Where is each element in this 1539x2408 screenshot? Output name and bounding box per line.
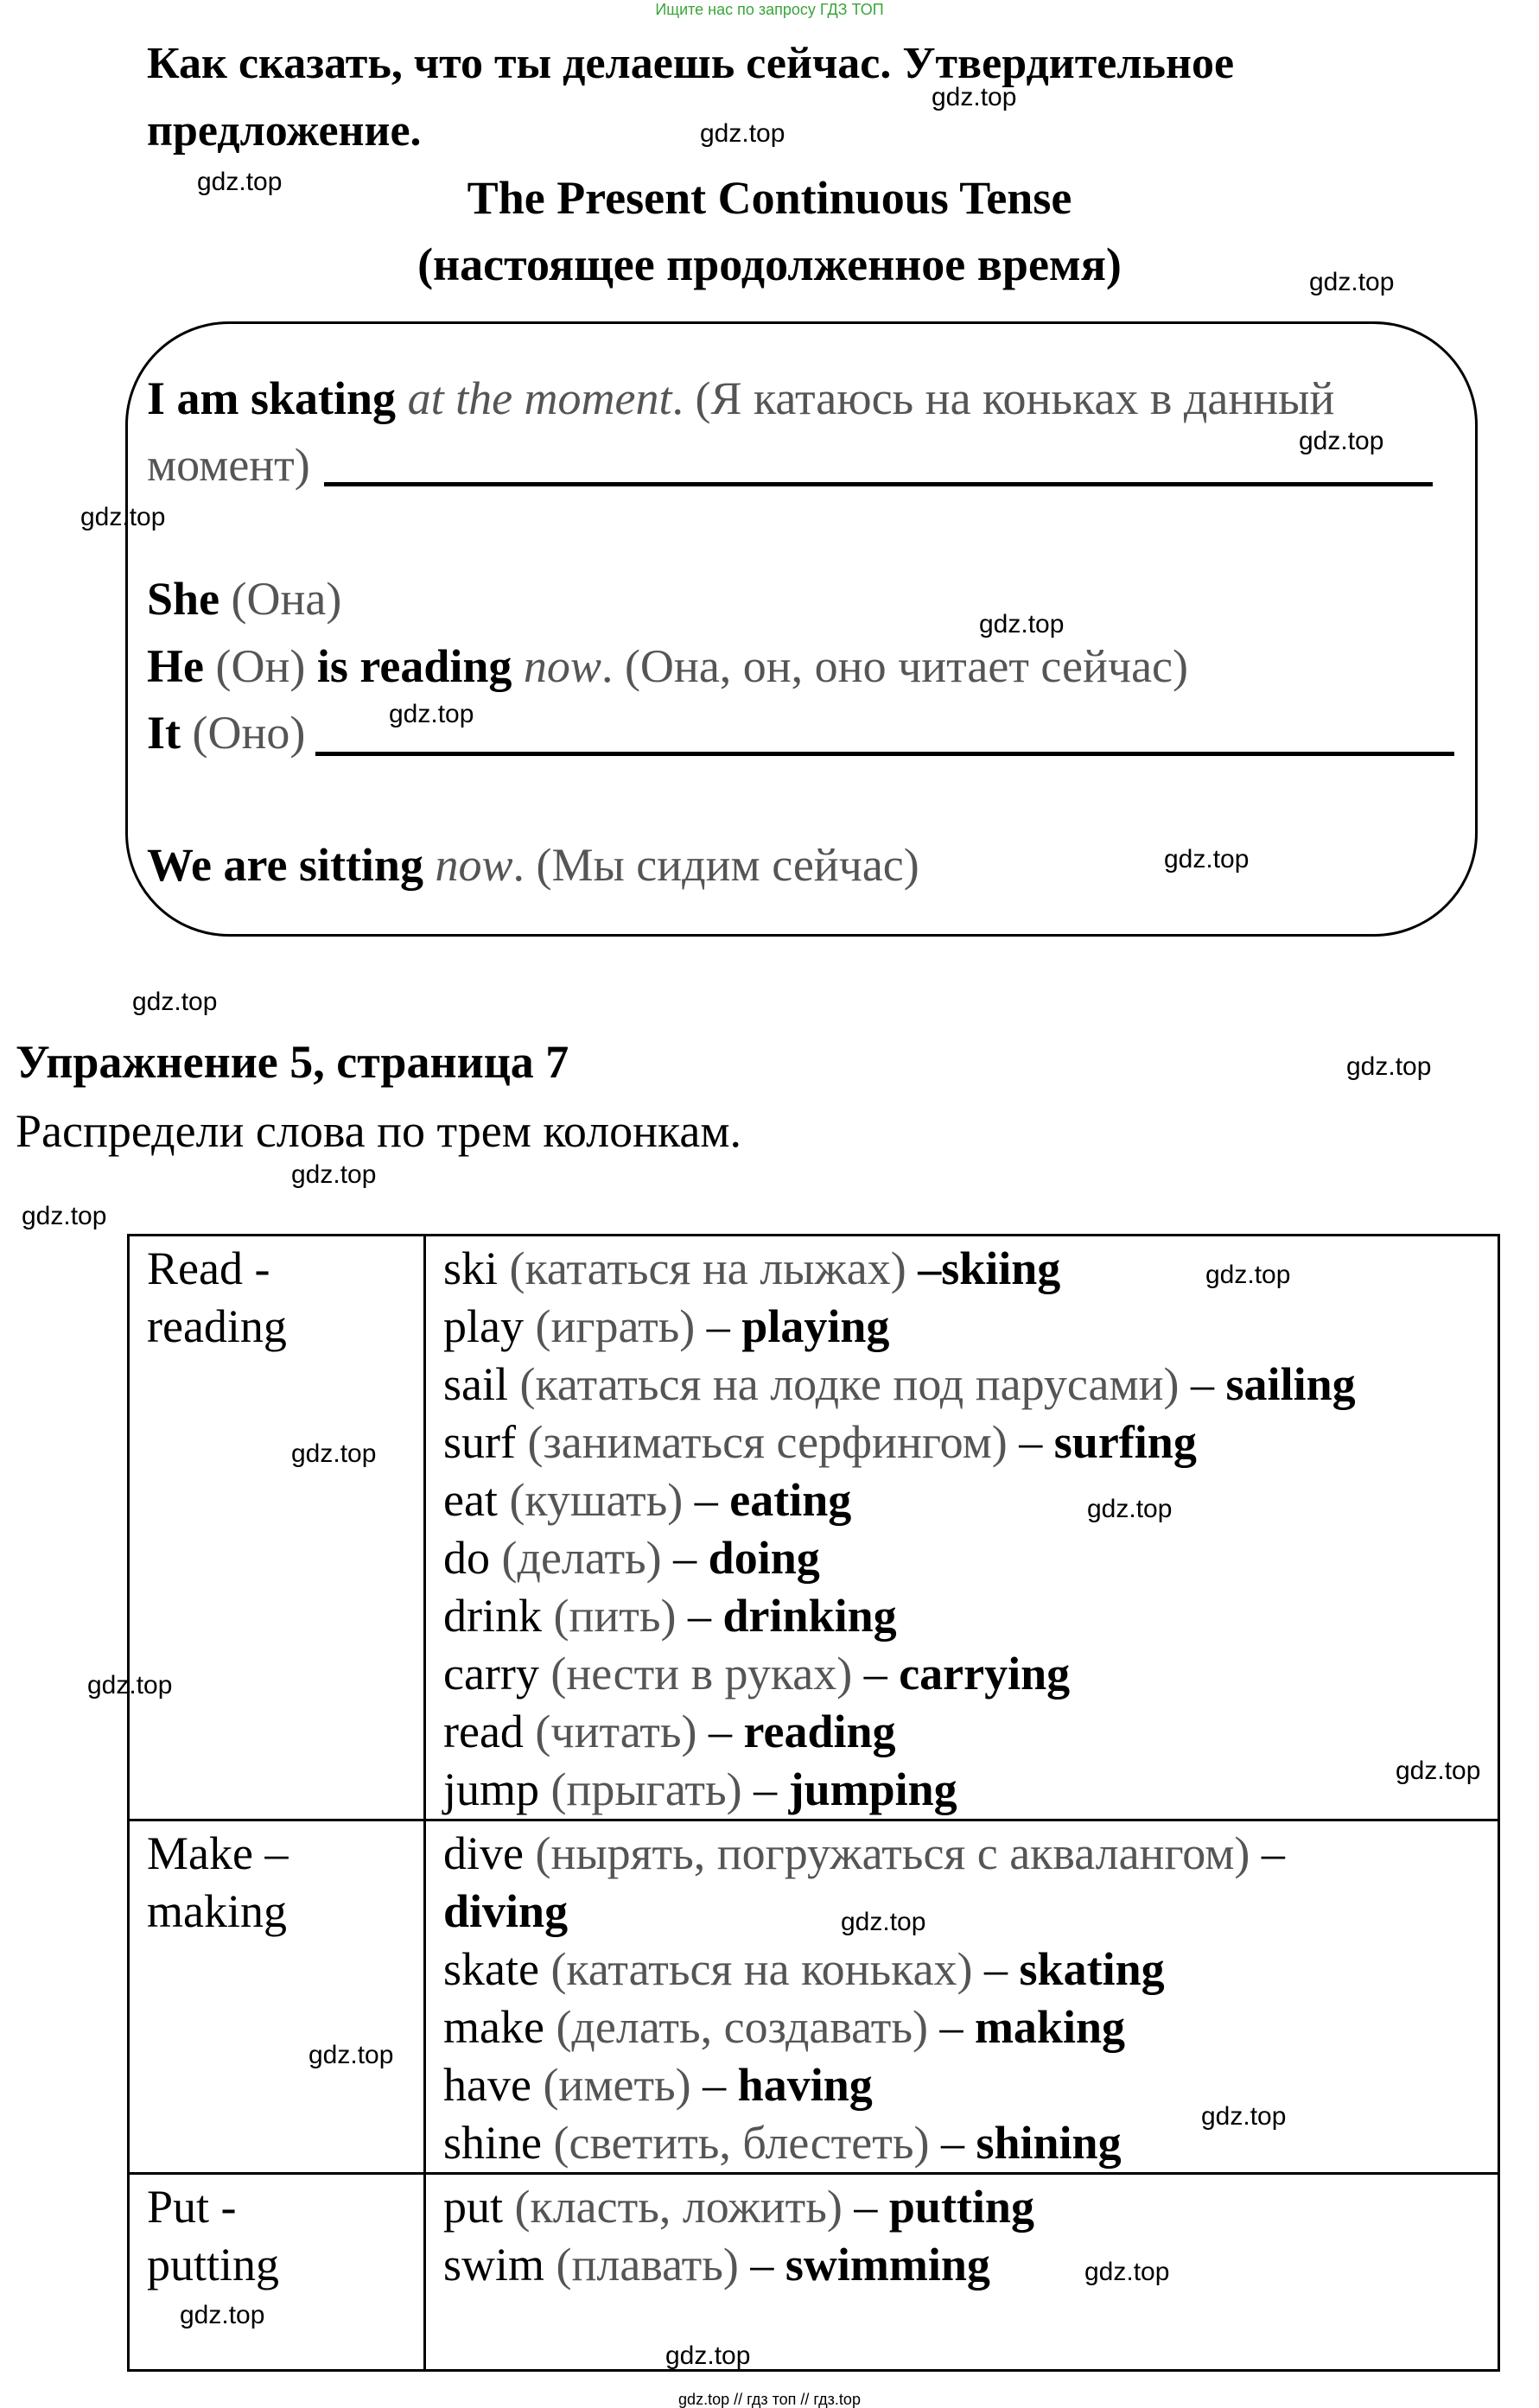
rule-we — [147, 838, 919, 892]
rule-we-bold: We are sitting — [147, 839, 423, 891]
underline-1 — [324, 482, 1433, 486]
list-item: do (делать) – doing — [443, 1532, 820, 1584]
footer-note: gdz.top // гдз топ // гдз.top — [678, 2391, 861, 2408]
heading-line-1: Как сказать, что ты делаешь сейчас. Утвердительное — [147, 39, 1235, 88]
rule-s1-italic: at the moment — [407, 372, 672, 424]
watermark: gdz.top — [1087, 1495, 1173, 1523]
row-label-cell — [129, 1236, 425, 1820]
row-label-cell — [129, 2174, 425, 2371]
rule-he-bold: He — [147, 640, 204, 692]
watermark: gdz.top — [197, 168, 283, 196]
rule-we-rest: . (Мы сидим сейчас) — [512, 839, 919, 891]
rule-he-italic: now — [523, 640, 601, 692]
watermark: gdz.top — [841, 1908, 926, 1936]
table-row — [129, 1820, 1499, 2174]
underline-2 — [315, 752, 1454, 756]
watermark: gdz.top — [1205, 1261, 1291, 1289]
watermark: gdz.top — [700, 119, 785, 148]
rule-it — [147, 706, 305, 759]
row-label-line-1: Put - — [147, 2181, 237, 2233]
list-item: drink (пить) – drinking — [443, 1590, 897, 1642]
row-label-line-2: reading — [147, 1300, 287, 1352]
list-item: swim (плавать) – swimming — [443, 2239, 990, 2290]
row-words-cell — [425, 2174, 1499, 2371]
tense-subtitle: (настоящее продолженное время) — [417, 238, 1122, 290]
rule-it-gray: (Оно) — [181, 707, 306, 759]
rule-s1-bold: I am skating — [147, 372, 397, 424]
row-label-cell — [129, 1820, 425, 2174]
row-words-cell — [425, 1820, 1499, 2174]
rule-he — [147, 639, 1188, 693]
list-item: dive (нырять, погружаться с аквалангом) – — [443, 1827, 1285, 1879]
tense-title: The Present Continuous Tense — [467, 172, 1072, 224]
list-item: ski (кататься на лыжах) –skiing — [443, 1242, 1061, 1294]
table-row — [129, 1236, 1499, 1820]
row-label-line-1: Read - — [147, 1242, 270, 1294]
watermark: gdz.top — [1201, 2102, 1287, 2131]
list-item: surf (заниматься серфингом) – surfing — [443, 1416, 1197, 1468]
list-item: skate (кататься на коньках) – skating — [443, 1943, 1165, 1995]
watermark: gdz.top — [132, 988, 218, 1016]
list-item: sail (кататься на лодке под парусами) – sailing — [443, 1358, 1356, 1410]
watermark: gdz.top — [87, 1671, 173, 1700]
list-item: put (класть, ложить) – putting — [443, 2181, 1034, 2233]
row-label-line-2: putting — [147, 2239, 280, 2290]
site-note: Ищите нас по запросу ГДЗ ТОП — [655, 1, 884, 18]
rule-he-verb: is reading — [316, 640, 512, 692]
heading-line-2: предложение. — [147, 106, 422, 156]
row-words-cell — [425, 1236, 1499, 1820]
word-table — [127, 1234, 1500, 2372]
list-item: carry (нести в руках) – carrying — [443, 1648, 1071, 1700]
watermark: gdz.top — [80, 503, 166, 531]
list-item: read (читать) – reading — [443, 1706, 896, 1757]
exercise-title: Упражнение 5, страница 7 — [16, 1036, 569, 1088]
watermark: gdz.top — [1299, 427, 1384, 455]
watermark: gdz.top — [180, 2301, 265, 2329]
list-item: play (играть) – playing — [443, 1300, 890, 1352]
watermark: gdz.top — [665, 2341, 751, 2370]
rule-he-rest: . (Она, он, оно читает сейчас) — [601, 640, 1188, 692]
watermark: gdz.top — [291, 1160, 377, 1189]
rule-she-bold: She — [147, 573, 220, 625]
rule-she-gray: (Она) — [219, 573, 342, 625]
list-item: have (иметь) – having — [443, 2059, 873, 2111]
rule-sentence-1-cont: момент) — [147, 439, 310, 491]
rule-he-gray: (Он) — [203, 640, 317, 692]
row-label-line-2: making — [147, 1885, 287, 1937]
rule-she — [147, 572, 341, 626]
exercise-instruction: Распредели слова по трем колонкам. — [16, 1105, 742, 1157]
rule-we-italic: now — [435, 839, 513, 891]
table-row — [129, 2174, 1499, 2371]
watermark: gdz.top — [22, 1202, 107, 1230]
list-item: diving — [443, 1885, 569, 1937]
list-item: eat (кушать) – eating — [443, 1474, 852, 1526]
watermark: gdz.top — [932, 83, 1017, 111]
watermark: gdz.top — [1396, 1757, 1481, 1785]
watermark: gdz.top — [1346, 1052, 1432, 1081]
list-item: shine (светить, блестеть) – shining — [443, 2117, 1122, 2169]
list-item: jump (прыгать) – jumping — [443, 1763, 957, 1815]
watermark: gdz.top — [291, 1439, 377, 1468]
row-label-line-1: Make – — [147, 1827, 289, 1879]
watermark: gdz.top — [1084, 2258, 1170, 2286]
rule-sentence-1 — [147, 372, 1334, 425]
rule-s1-rest: . (Я катаюсь на коньках в данный — [671, 372, 1335, 424]
watermark: gdz.top — [308, 2041, 394, 2069]
list-item: make (делать, создавать) – making — [443, 2001, 1126, 2053]
watermark: gdz.top — [1309, 268, 1395, 296]
watermark: gdz.top — [389, 700, 474, 728]
watermark: gdz.top — [979, 610, 1065, 639]
rule-it-bold: It — [147, 707, 181, 759]
watermark: gdz.top — [1164, 845, 1250, 874]
